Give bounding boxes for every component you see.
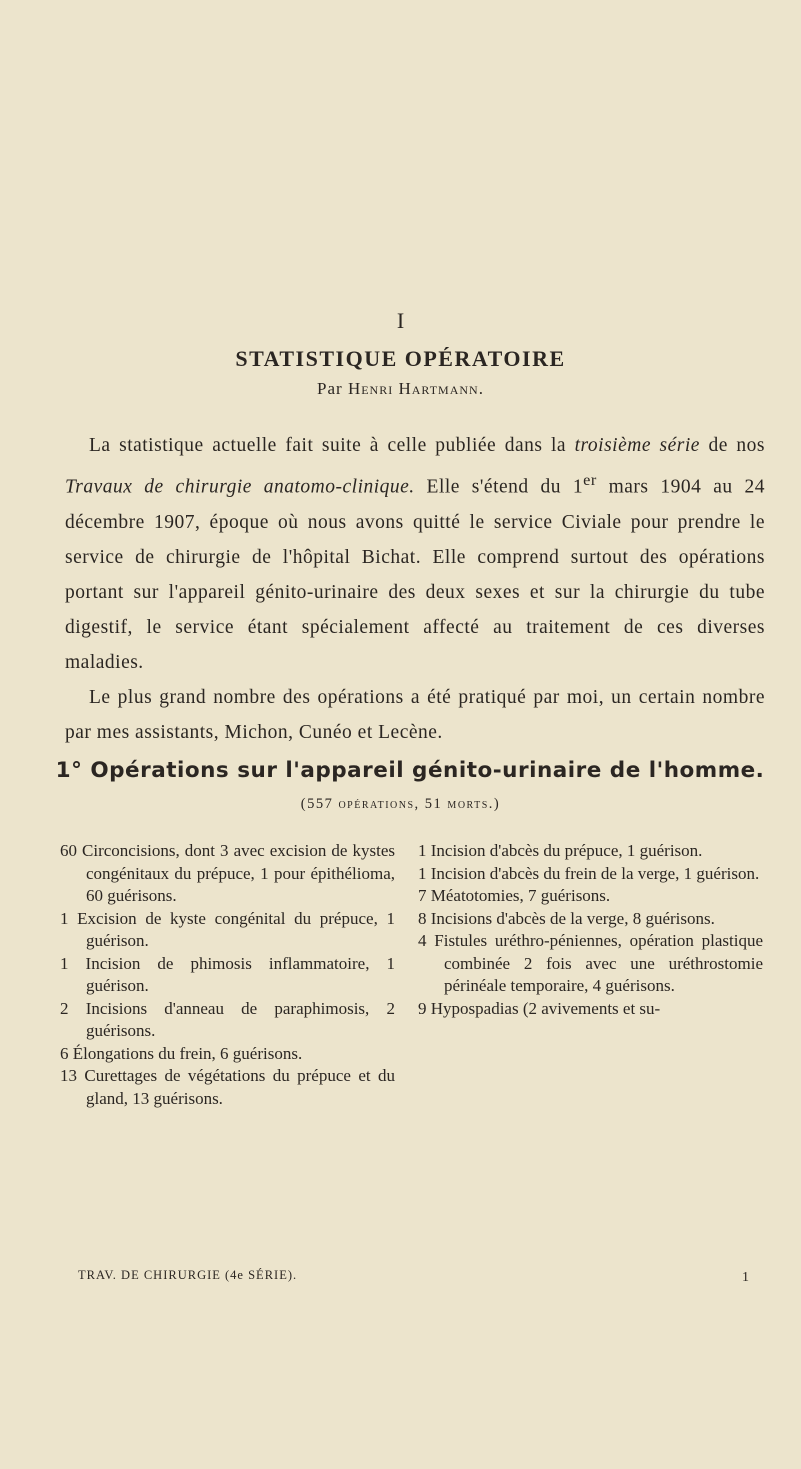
- section-subtitle: (557 opérations, 51 morts.): [300, 796, 501, 812]
- list-item: 7 Méatotomies, 7 guérisons.: [418, 886, 611, 905]
- intro-paragraph-2: Le plus grand nombre des opérations a été pratiqué par moi, un certain nombre par mes assistants, Michon, Cunéo et Lecène.: [65, 686, 765, 743]
- list-item: 2 Incisions d'anneau de paraphimosis, 2 guérisons.: [60, 998, 395, 1040]
- journal-ref: Travaux de chirurgie anatomo-clinique.: [65, 476, 415, 498]
- intro-text-a: La statistique actuelle fait suite à celle publiée dans la: [89, 435, 575, 456]
- ordinal-sup: er: [583, 471, 597, 489]
- chapter-numeral: I: [396, 308, 405, 333]
- list-item: 9 Hypospadias (2 avivements et su-: [418, 998, 661, 1018]
- list-item: 1 Incision d'abcès du prépuce, 1 guérison.: [418, 841, 703, 860]
- list-item: 60 Circoncisions, dont 3 avec excision de kystes congénitaux du prépuce, 1 pour épithélioma, 60 guérisons.: [60, 841, 395, 905]
- section-number: 1°: [55, 758, 83, 783]
- series-ref: troisième série: [574, 435, 700, 456]
- signature-mark: TRAV. DE CHIRURGIE (4e SÉRIE).: [78, 1268, 298, 1282]
- author-name: Henri Hartmann.: [347, 379, 484, 398]
- list-item: 13 Curettages de végétations du prépuce et du gland, 13 guérisons.: [60, 1066, 395, 1108]
- operations-right-column: [418, 840, 763, 1020]
- list-item: 6 Élongations du frein, 6 guérisons.: [60, 1043, 303, 1063]
- intro-text: [65, 428, 765, 750]
- author-prefix: Par: [317, 379, 343, 398]
- list-item: 1 Incision d'abcès du frein de la verge, 1 guérison.: [418, 863, 760, 883]
- list-item: 1 Incision de phimosis inflammatoire, 1 guérison.: [60, 953, 395, 995]
- list-item: 1 Excision de kyste congénital du prépuce, 1 guérison.: [60, 908, 395, 950]
- list-item: 8 Incisions d'abcès de la verge, 8 guérisons.: [418, 908, 715, 928]
- list-item: 4 Fistules uréthro-péniennes, opération plastique combinée 2 fois avec une uréthrostomie périnéale temporaire, 4 guérisons.: [418, 931, 763, 995]
- chapter-title: STATISTIQUE OPÉRATOIRE: [235, 346, 566, 371]
- intro-text-b: de nos: [699, 435, 765, 456]
- page-number: 1: [742, 1270, 749, 1285]
- section-heading: [50, 758, 770, 783]
- section-title: Opérations sur l'appareil génito-urinaire de l'homme.: [90, 758, 765, 783]
- intro-paragraph-1: [65, 428, 765, 680]
- author-line: [0, 379, 801, 399]
- intro-text-d: mars 1904 au 24 décembre 1907, époque où nous avons quitté le service Civiale pour prendre le service de chirurgie de l'hôpital Bichat. Elle comprend surtout des opérations portant sur l'appareil génito-urinaire des deux sexes et sur la chirurgie du tube digestif, le service étant spécialement affecté au traitement de ces diverses maladies.: [65, 476, 766, 673]
- operations-left-column: [60, 840, 395, 1110]
- intro-text-c: Elle s'étend du 1: [414, 476, 584, 498]
